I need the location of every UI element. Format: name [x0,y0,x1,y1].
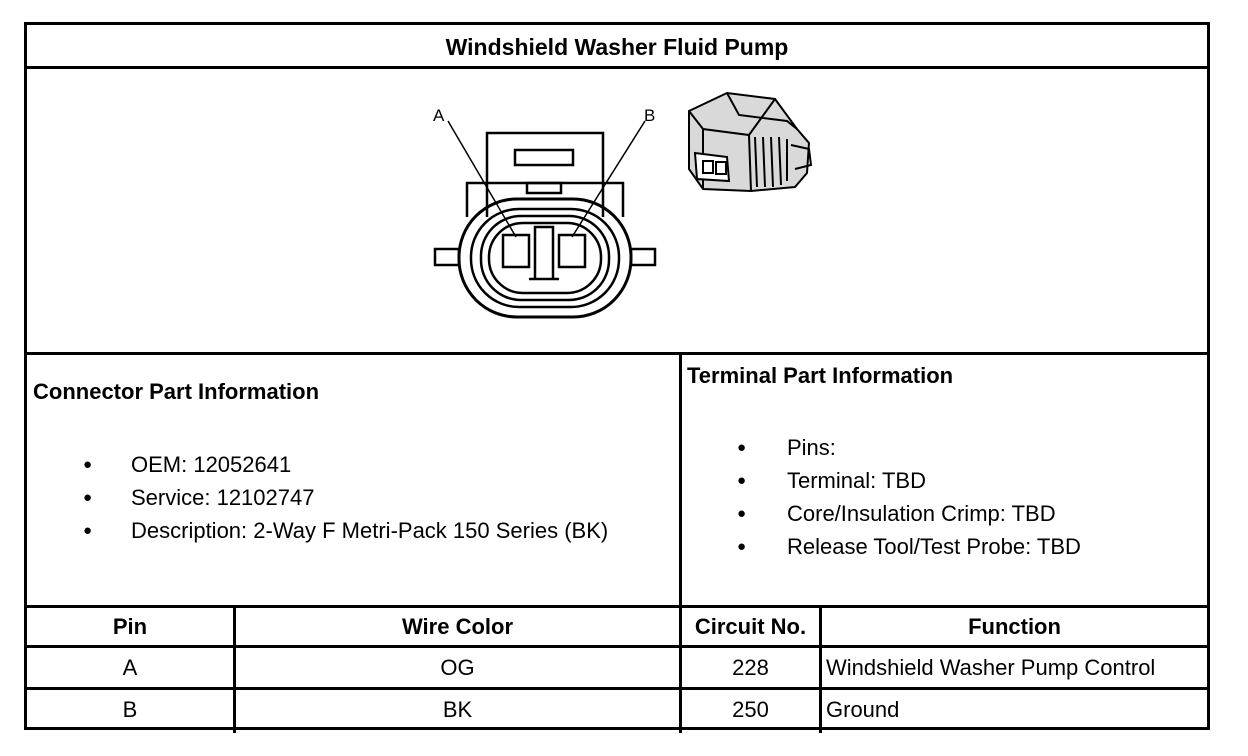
table-cell-wire-color: OG [440,654,475,680]
connector-face-drawing [27,69,1207,355]
list-item: ● OEM: 12052641 [31,448,608,481]
connector-diagram [27,69,1207,355]
list-item: ● Core/Insulation Crimp: TBD [685,497,1081,530]
list-item: ● Terminal: TBD [685,464,1081,497]
table-cell-circuit: 250 [732,697,769,722]
divider [679,355,682,605]
list-item: ● Release Tool/Test Probe: TBD [685,530,1081,563]
col-header-wire-color: Wire Color [401,613,514,639]
table-cell-function: Ground [826,697,900,722]
col-header-function: Function [968,613,1061,639]
col-header-pin: Pin [112,613,148,639]
table-cell-wire-color: BK [442,697,473,722]
list-item: ● Service: 12102747 [31,481,608,514]
divider [27,352,1207,355]
terminal-info-heading: Terminal Part Information [687,363,954,388]
pin-a-label: A [433,106,445,125]
pin-b-label: B [644,106,656,125]
terminal-info-list [685,431,1081,563]
table-cell-pin: A [122,654,138,680]
sheet-title: Windshield Washer Fluid Pump [445,33,789,60]
table-cell-function: Windshield Washer Pump Control [826,654,1156,680]
col-header-circuit: Circuit No. [694,613,807,639]
connector-info-list [31,448,608,547]
table-cell-circuit: 228 [732,654,769,680]
list-item: ● Description: 2-Way F Metri-Pack 150 Series (BK) [31,514,608,547]
table-cell-pin: B [122,697,138,722]
connector-info-heading: Connector Part Information [33,379,320,404]
connector-3d-icon [689,93,811,191]
connector-sheet [24,22,1210,730]
list-item: ● Pins: [685,431,1081,464]
